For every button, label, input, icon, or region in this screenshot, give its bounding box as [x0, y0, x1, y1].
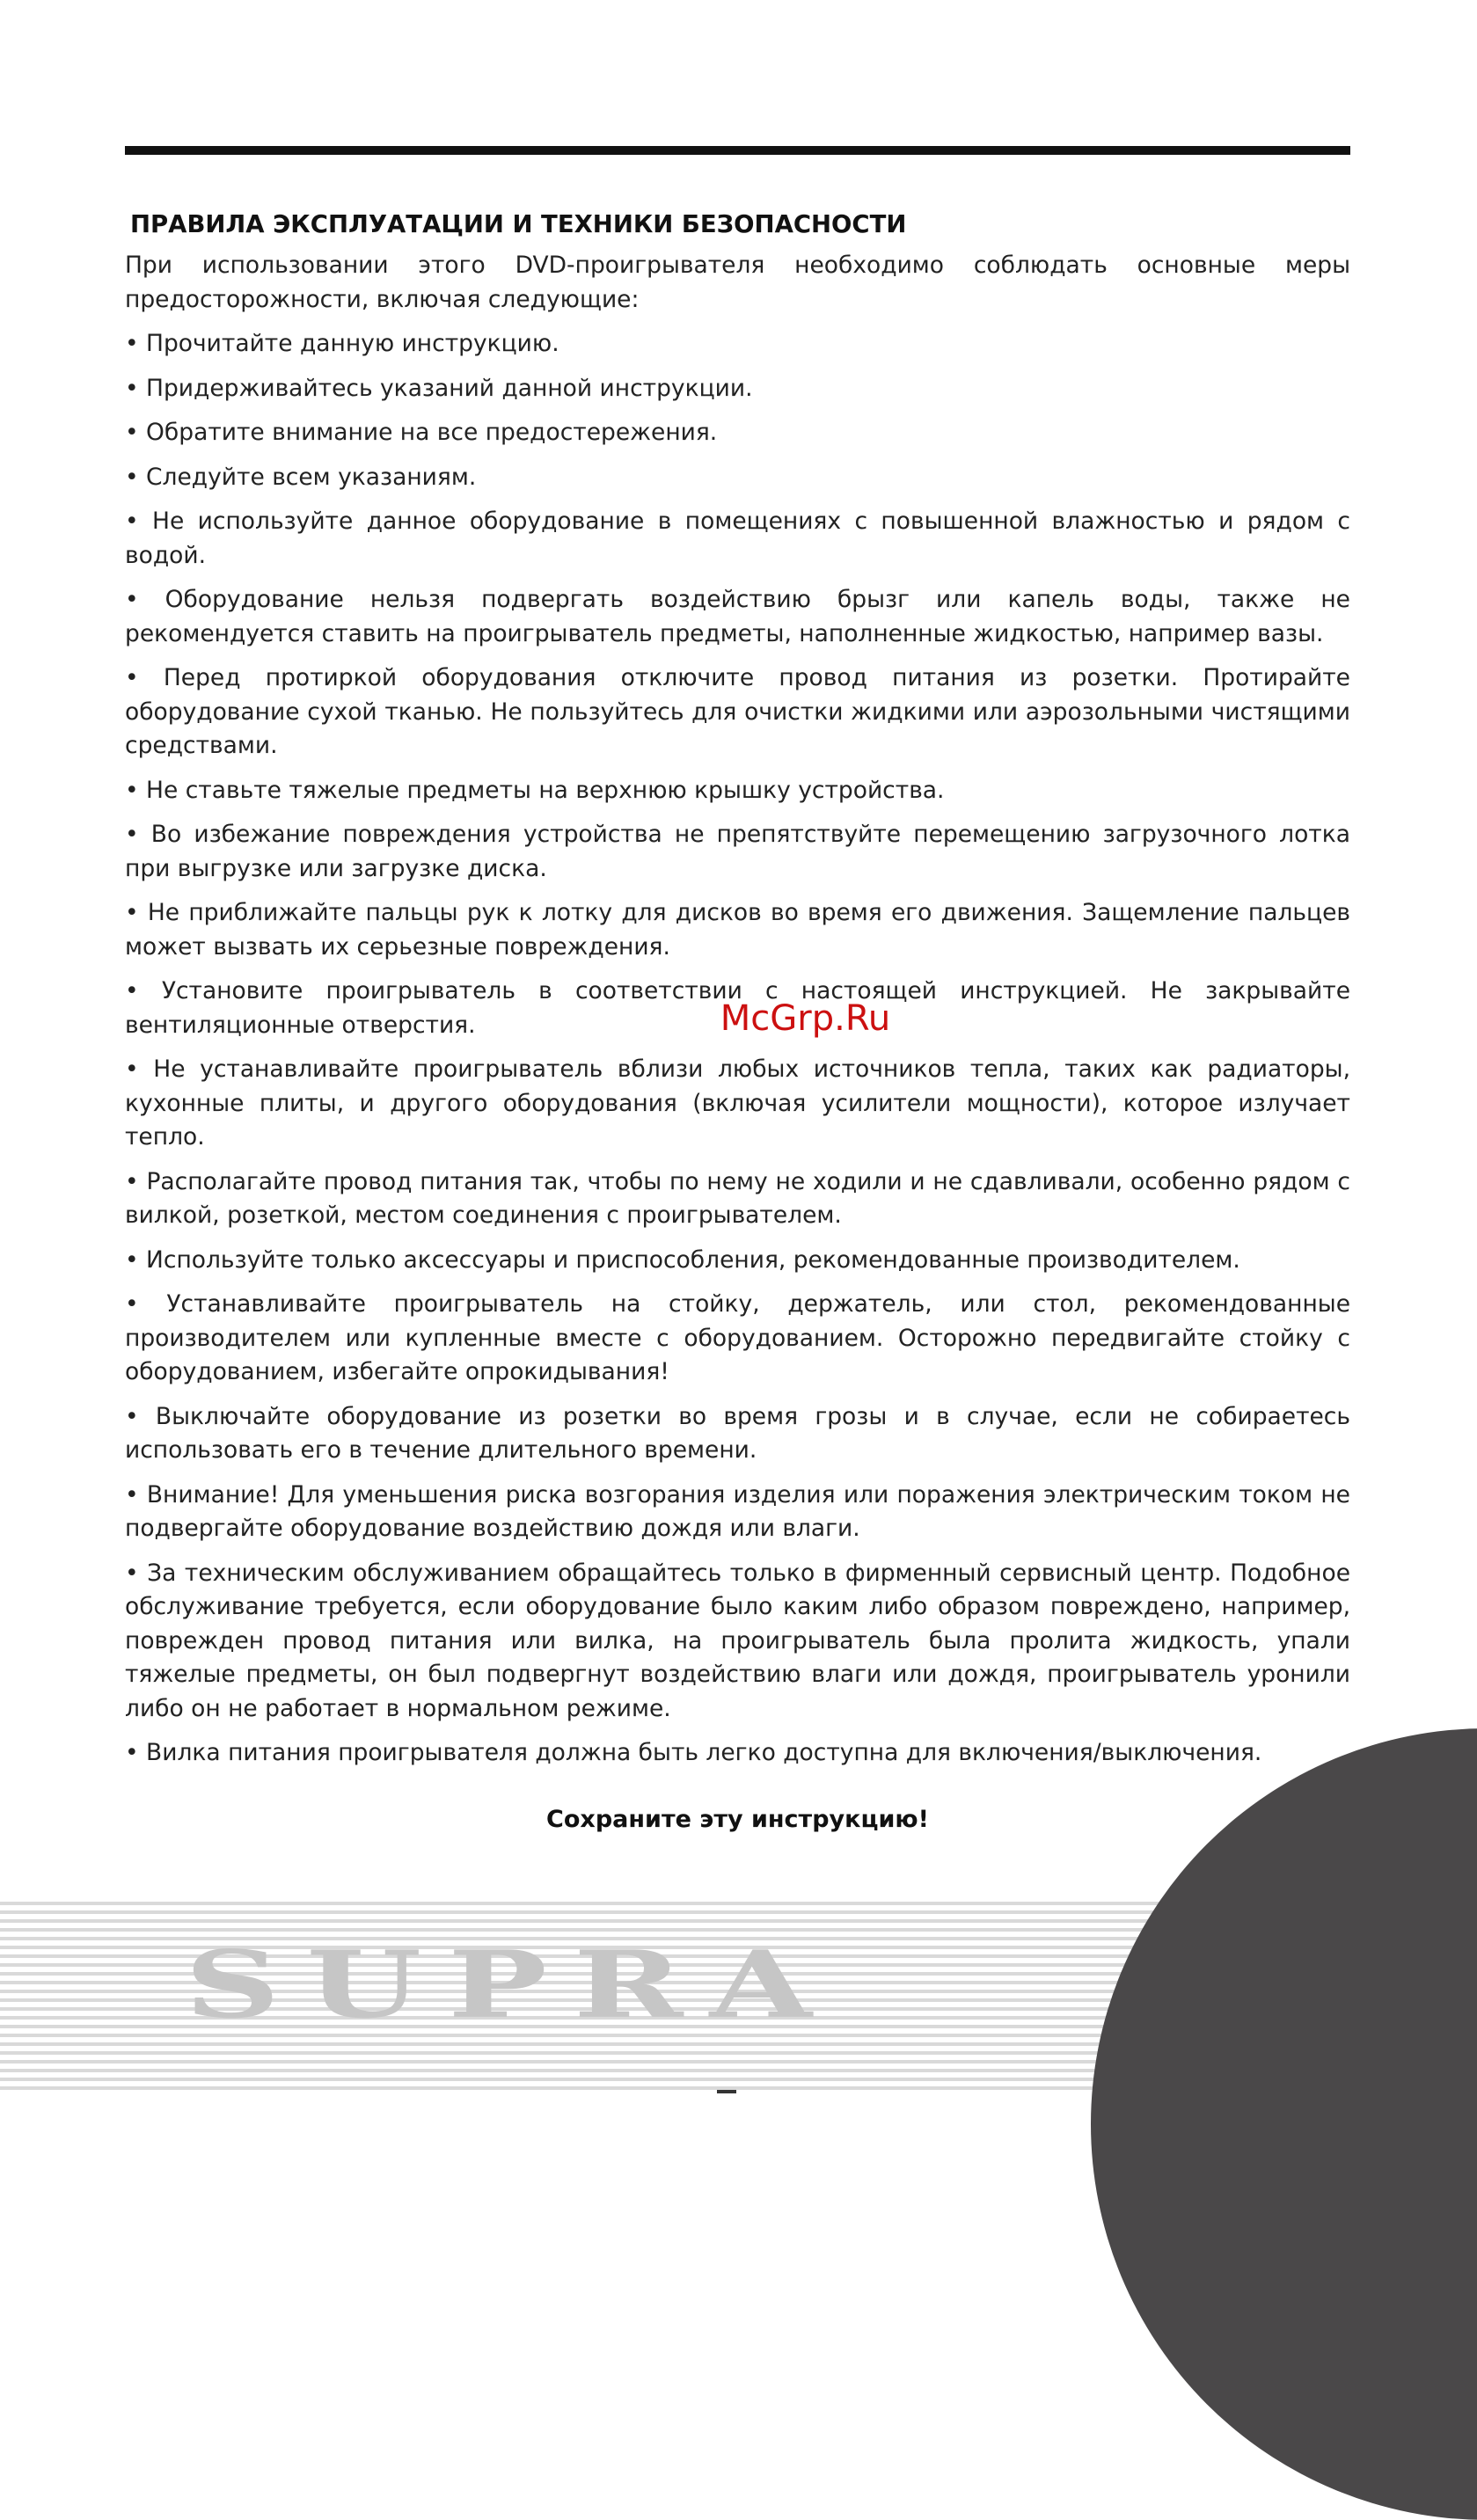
- list-item: • Не приближайте пальцы рук к лотку для дисков во время его движения. Защемление пальцев может вызвать их серьезные повреждения.: [125, 899, 1350, 961]
- list-item: • Не ставьте тяжелые предметы на верхнюю крышку устройства.: [125, 776, 945, 804]
- page-title: ПРАВИЛА ЭКСПЛУАТАЦИИ И ТЕХНИКИ БЕЗОПАСНОСТИ: [130, 210, 907, 238]
- bottom-mark: [717, 2090, 736, 2093]
- list-item: • Выключайте оборудование из розетки во время грозы и в случае, если не собираетесь использовать его в течение длительного времени.: [125, 1402, 1350, 1464]
- list-item: • Прочитайте данную инструкцию.: [125, 330, 559, 357]
- intro-paragraph: При использовании этого DVD-проигрывателя необходимо соблюдать основные меры предосторожности, включая следующие:: [125, 252, 1350, 313]
- safety-list: [125, 327, 1350, 1771]
- corner-decoration: [1091, 1728, 1477, 2520]
- watermark-text: McGrp.Ru: [720, 998, 891, 1039]
- list-item: • Установите проигрыватель в соответствии с настоящей инструкцией. Не закрывайте вентиляционные отверстия.: [125, 977, 1350, 1039]
- list-item: • Не используйте данное оборудование в помещениях с повышенной влажностью и рядом с водой.: [125, 508, 1350, 569]
- document-body: [125, 205, 1350, 1839]
- list-item: • Обратите внимание на все предостережения.: [125, 419, 718, 446]
- list-item: • Вилка питания проигрывателя должна быть легко доступна для включения/выключения.: [125, 1739, 1262, 1766]
- list-item: • Следуйте всем указаниям.: [125, 463, 477, 491]
- list-item: • Придерживайтесь указаний данной инструкции.: [125, 374, 753, 402]
- list-item: • Перед протиркой оборудования отключите провод питания из розетки. Протирайте оборудование сухой тканью. Не пользуйтесь для очистки жидкими или аэрозольными чистящими средствами.: [125, 664, 1350, 759]
- list-item: • Оборудование нельзя подвергать воздействию брызг или капель воды, также не рекомендуется ставить на проигрыватель предметы, наполненные жидкостью, например вазы.: [125, 586, 1350, 647]
- top-rule: [125, 146, 1350, 155]
- list-item: • Во избежание повреждения устройства не препятствуйте перемещению загрузочного лотка при выгрузке или загрузке диска.: [125, 821, 1350, 882]
- list-item: • Не устанавливайте проигрыватель вблизи любых источников тепла, таких как радиаторы, кухонные плиты, и другого оборудования (включая усилители мощности), которое излучает тепло.: [125, 1055, 1350, 1150]
- brand-logo: SUPRA: [185, 1930, 838, 2040]
- list-item: • Используйте только аксессуары и приспособления, рекомендованные производителем.: [125, 1245, 1240, 1274]
- closing-note: Сохраните эту инструкцию!: [546, 1805, 929, 1833]
- list-item: • За техническим обслуживанием обращайтесь только в фирменный сервисный центр. Подобное обслуживание требуется, если оборудование было каким либо образом повреждено, например, поврежден провод питания или вилка, на проигрыватель была пролита жидкость, упали тяжелые предметы, он был подвергнут воздействию влаги или дождя, проигрыватель уронили либо он не работает в нормальном режиме.: [125, 1559, 1350, 1722]
- list-item: • Устанавливайте проигрыватель на стойку, держатель, или стол, рекомендованные производителем или купленные вместе с оборудованием. Осторожно передвигайте стойку с оборудованием, избегайте опрокидывания!: [125, 1290, 1350, 1385]
- list-item: • Внимание! Для уменьшения риска возгорания изделия или поражения электрическим током не подвергайте оборудование воздействию дождя или влаги.: [125, 1480, 1350, 1542]
- list-item: • Располагайте провод питания так, чтобы по нему не ходили и не сдавливали, особенно рядом с вилкой, розеткой, местом соединения с проигрывателем.: [125, 1167, 1350, 1229]
